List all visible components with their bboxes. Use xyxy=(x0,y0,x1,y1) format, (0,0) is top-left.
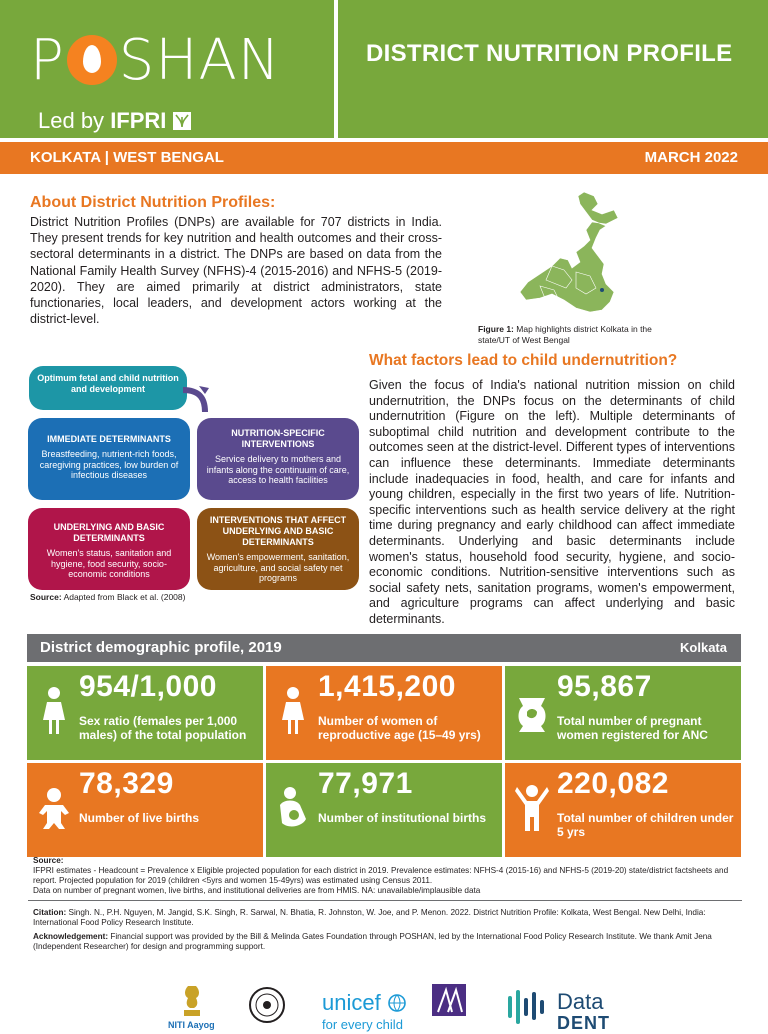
datadent-text-data: Data xyxy=(557,989,604,1014)
figure-caption: Map highlights district Kolkata in the state/UT of West Bengal xyxy=(478,324,652,345)
divider xyxy=(28,900,742,901)
tile-women-reproductive: 1,415,200 Number of women of reproductive age (15–49 yrs) xyxy=(266,666,502,760)
west-bengal-map xyxy=(506,190,646,320)
mother-child-icon xyxy=(276,783,310,833)
location-bar xyxy=(0,142,768,174)
unicef-logo-text: unicef xyxy=(322,990,381,1015)
woman-icon xyxy=(276,686,310,736)
district-name: Kolkata xyxy=(680,640,727,655)
location-label: KOLKATA | WEST BENGAL xyxy=(30,149,224,166)
datadent-text-dent: DENT xyxy=(557,1013,610,1033)
unicef-globe-icon xyxy=(387,993,407,1013)
why-text: Given the focus of India's national nutrition mission on child undernutrition, the DNPs focus on the determinants of child undernutrition (Figure on the left). Multiple determinants of suboptimal child nutrition and development contribute to the outcomes seen at the district-level. Different types of interventions can influence these determinants. Immediate determinants include inadequacies in food, health, and care for infants and young children, especially in the first two years of life. Nutrition-specific interventions such as health service delivery at the right time during pregnancy and early childhood can affect immediate determinants. Underlying and basic determinants include women's status, household food security, hygiene, and socio-economic conditions. Nutrition-sensitive interventions such as social safety nets, sanitation programs, women's empowerment, and agriculture programs can affect underlying and basic determinants. xyxy=(369,378,735,626)
ifpri-leaf-icon xyxy=(173,112,191,130)
tile-pregnant-women: 95,867 Total number of pregnant women registered for ANC xyxy=(505,666,741,760)
immediate-determinants-box: IMMEDIATE DETERMINANTS Breastfeeding, nutrient-rich foods, caregiving practices, low burden of infectious diseases xyxy=(28,418,190,500)
pregnant-icon xyxy=(515,686,549,736)
underlying-determinants-box: UNDERLYING AND BASIC DETERMINANTS Women's status, sanitation and hygiene, food security, socio-economic conditions xyxy=(28,508,190,590)
poshan-logo xyxy=(0,0,334,138)
citation-block: Citation: Singh. N., P.H. Nguyen, M. Jangid, S.K. Singh, R. Sarwal, N. Bhatia, R. Johnston, W. Joe, and P. Menon. 2022. District Nutrition Profile: Kolkata, West Bengal. New Delhi, India: International Food Policy Research Institute. Acknowledgement: Financial support was provided by the Bill & Melinda Gates Foundation through POSHAN, led by the International Food Policy Research Institute. We thank Amit Jena (Independent Researcher) for design and programming support. xyxy=(33,908,712,951)
tile-institutional-births: 77,971 Number of institutional births xyxy=(266,763,502,857)
page-title: DISTRICT NUTRITION PROFILE xyxy=(366,40,733,67)
nutrition-sensitive-box: INTERVENTIONS THAT AFFECT UNDERLYING AND BASIC DETERMINANTS Women's empowerment, sanitation, agriculture, and social safety net programs xyxy=(197,508,359,590)
led-by-text: Led by xyxy=(38,108,105,133)
framework-source: Adapted from Black et al. (2008) xyxy=(63,592,186,602)
about-title: About District Nutrition Profiles: xyxy=(30,194,276,211)
tile-sex-ratio: 954/1,000 Sex ratio (females per 1,000 males) of the total population xyxy=(27,666,263,760)
source-note: Source: IFPRI estimates - Headcount = Prevalence x Eligible projected population for each district in 2019. Prevalence estimates: NFHS-4 (2015-16) and NFHS-5 (2019-20) state/district factsheets and report. Projected population for 2019 (children <5yrs and women 15-49yrs) was estimated using Census 2011. Data on number of pregnant women, live births, and institutional deliveries are from HMIS. NA: unavailable/implausible data xyxy=(33,856,729,895)
child-icon xyxy=(515,783,549,833)
tile-children-under-5: 220,082 Total number of children under 5 yrs xyxy=(505,763,741,857)
header-divider xyxy=(334,0,338,138)
framework-outcome-box: Optimum fetal and child nutrition and development xyxy=(29,366,187,410)
logo-text-p: P xyxy=(30,28,65,93)
header-banner xyxy=(0,0,768,138)
about-text: District Nutrition Profiles (DNPs) are available for 707 districts in India. They present trends for key nutrition and health outcomes and their cross-sectoral determinants in a district. The DNPs are based on data from the National Family Health Survey (NFHS)-4 (2015-2016) and NFHS-5 (2019-2020). They are aimed primarily at district administrators, state functionaries, local leaders, and development actors working at the district-level. xyxy=(30,215,442,327)
niti-purple-logo-icon xyxy=(432,984,466,1024)
demographic-title: District demographic profile, 2019 xyxy=(40,639,282,656)
woman-icon xyxy=(37,686,71,736)
why-title: What factors lead to child undernutrition? xyxy=(369,352,678,369)
ifpri-text: IFPRI xyxy=(110,108,167,133)
kolkata-marker xyxy=(600,288,604,292)
nutrition-specific-box: NUTRITION-SPECIFIC INTERVENTIONS Service delivery to mothers and infants along the continuum of care, access to health facilities xyxy=(197,418,359,500)
date-label: MARCH 2022 xyxy=(644,149,738,166)
framework-source-label: Source: xyxy=(30,592,62,602)
figure-label: Figure 1: xyxy=(478,324,514,334)
baby-icon xyxy=(37,783,71,833)
logo-text-shan: SHAN xyxy=(118,28,281,93)
poshan-o-icon xyxy=(67,35,117,85)
unicef-tagline: for every child xyxy=(322,1017,403,1032)
iips-seal-icon xyxy=(247,986,287,1024)
tile-live-births: 78,329 Number of live births xyxy=(27,763,263,857)
demographic-header xyxy=(27,634,741,662)
framework-arrow-icon xyxy=(181,382,211,422)
niti-emblem-icon xyxy=(180,984,204,1020)
datadent-bars-icon xyxy=(506,990,552,1024)
niti-label: NITI Aayog xyxy=(168,1020,215,1030)
